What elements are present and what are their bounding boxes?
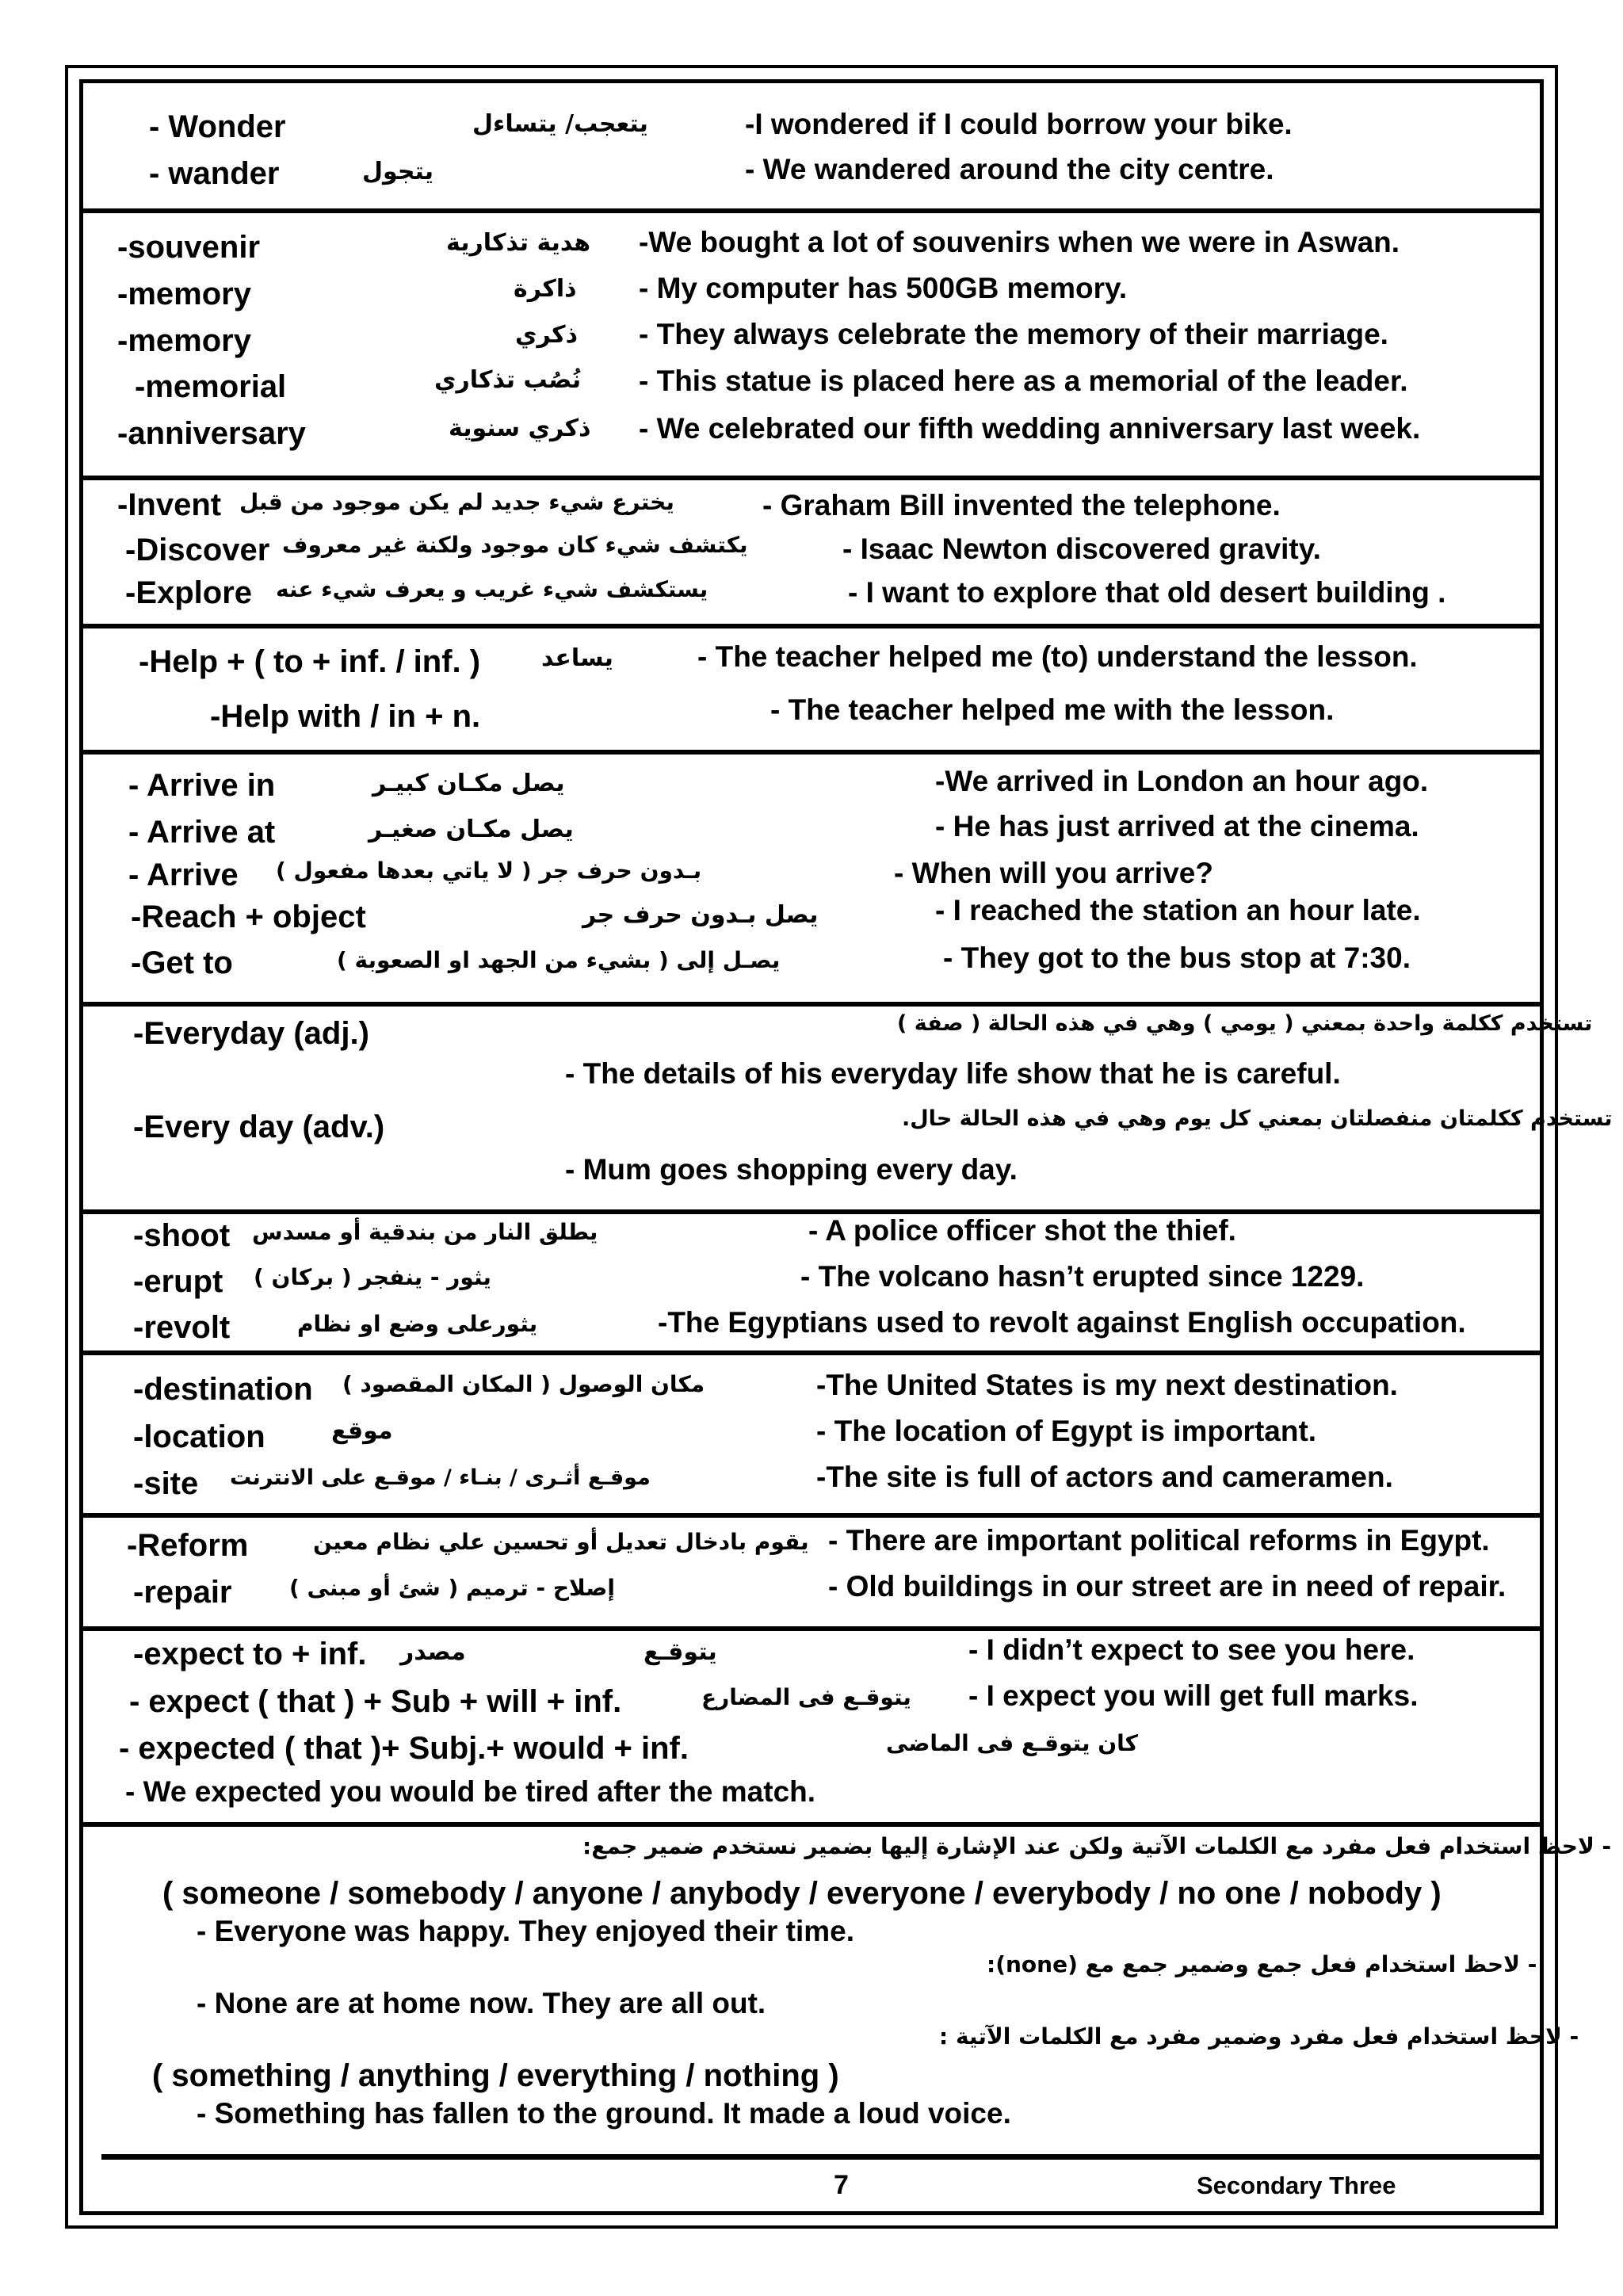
vocab-word: -shoot (133, 1218, 231, 1253)
section-divider (79, 1626, 1544, 1631)
vocab-word: - wander (149, 156, 280, 191)
example-sentence: -The Egyptians used to revolt against English occupation. (658, 1306, 1466, 1339)
example-sentence: - I reached the station an hour late. (935, 894, 1421, 926)
example-sentence: - My computer has 500GB memory. (639, 272, 1128, 304)
arabic-meaning: مكان الوصول ( المكان المقصود ) (342, 1371, 705, 1397)
section-divider (79, 624, 1544, 628)
note-word-list: ( someone / somebody / anyone / anybody / everyone / everybody / no one / nobody ) (162, 1876, 1442, 1911)
example-sentence: -The United States is my next destination. (816, 1369, 1398, 1401)
arabic-meaning: تستخدم ككلمة واحدة بمعني ( يومي ) وهي في هذه الحالة ( صفة ) (897, 1011, 1593, 1036)
vocab-word: - Wonder (149, 109, 286, 144)
vocab-word: -expect to + inf. (133, 1637, 367, 1671)
arabic-meaning: يصل بـدون حرف جر (582, 901, 819, 929)
example-sentence: - I expect you will get full marks. (968, 1679, 1419, 1712)
example-sentence: - The location of Egypt is important. (816, 1415, 1317, 1447)
example-sentence: - Graham Bill invented the telephone. (762, 489, 1281, 521)
page-number: 7 (834, 2170, 849, 2200)
arabic-meaning: يخترع شيء جديد لم يكن موجود من قبل (239, 489, 674, 515)
arabic-meaning: يطلق النار من بندقية أو مسدس (252, 1219, 598, 1245)
section-divider (79, 1002, 1544, 1007)
arabic-meaning: كان يتوقـع فى الماضى (886, 1730, 1138, 1756)
vocab-word: - Arrive in (128, 768, 276, 803)
example-sentence: - This statue is placed here as a memorial of the leader. (639, 365, 1408, 397)
vocab-word: -repair (133, 1575, 232, 1610)
vocab-word: -memorial (135, 369, 287, 404)
arabic-meaning: يتوقـع (643, 1638, 717, 1666)
arabic-meaning: هدية تذكارية (446, 229, 591, 257)
example-sentence: - When will you arrive? (894, 857, 1213, 889)
vocab-word: -Explore (125, 575, 253, 610)
arabic-meaning: نُصُب تذكاري (434, 366, 582, 394)
arabic-meaning: ذكري (515, 321, 578, 349)
footer-title: Secondary Three (1197, 2172, 1396, 2199)
vocab-word: -Reach + object (131, 900, 366, 934)
arabic-meaning: يتعجب/ يتساءل (472, 110, 648, 138)
arabic-meaning: ذكري سنوية (449, 415, 591, 442)
section-divider (79, 208, 1544, 213)
arabic-meaning: يثورعلى وضع او نظام (297, 1311, 538, 1337)
vocab-word: -memory (117, 277, 251, 311)
arabic-meaning: يتجول (362, 158, 433, 185)
example-sentence: -We bought a lot of souvenirs when we were in Aswan. (639, 226, 1400, 258)
arabic-meaning: يكتشف شيء كان موجود ولكنة غير معروف (282, 532, 748, 558)
arabic-meaning: يصـل إلى ( بشيء من الجهد او الصعوبة ) (337, 947, 781, 973)
example-sentence: - The volcano hasn’t erupted since 1229. (800, 1260, 1365, 1293)
arabic-meaning: بـدون حرف جر ( لا ياتي بعدها مفعول ) (276, 858, 702, 884)
vocab-word: -revolt (133, 1310, 231, 1345)
note-word-list: ( something / anything / everything / nothing ) (152, 2058, 839, 2093)
example-sentence: -We arrived in London an hour ago. (935, 765, 1429, 797)
example-sentence: - The teacher helped me (to) understand the lesson. (697, 640, 1418, 673)
footer-rule (101, 2154, 1540, 2160)
example-sentence: - He has just arrived at the cinema. (935, 810, 1419, 842)
vocab-word: -Get to (131, 946, 233, 980)
vocab-word: - expect ( that ) + Sub + will + inf. (129, 1684, 622, 1719)
section-divider (79, 476, 1544, 480)
note-arabic: - لاحظ استخدام فعل مفرد مع الكلمات الآتية ولكن عند الإشارة إليها بضمير نستخدم ضمير جمع: (582, 1833, 1612, 1859)
vocab-word: -erupt (133, 1264, 223, 1299)
vocab-word: -anniversary (117, 416, 306, 451)
example-sentence: - I didn’t expect to see you here. (968, 1633, 1415, 1666)
arabic-meaning: يستكشف شيء غريب و يعرف شيء عنه (276, 576, 708, 602)
section-divider (79, 1822, 1544, 1827)
example-sentence: - We expected you would be tired after the match. (125, 1775, 816, 1808)
example-sentence: - They always celebrate the memory of their marriage. (639, 318, 1388, 350)
example-sentence: -I wondered if I could borrow your bike. (745, 108, 1293, 140)
example-sentence: - There are important political reforms in Egypt. (828, 1524, 1490, 1557)
vocab-word: - Arrive at (128, 815, 276, 850)
section-divider (79, 1350, 1544, 1355)
vocab-word: -Help with / in + n. (210, 699, 481, 734)
note-arabic: - لاحظ استخدام فعل جمع وضمير جمع مع (none): (987, 1951, 1537, 1977)
arabic-meaning: يساعد (541, 644, 613, 672)
note-example: - Everyone was happy. They enjoyed their time. (197, 1915, 855, 1947)
example-sentence: - We wandered around the city centre. (745, 153, 1274, 185)
vocab-word: -Everyday (adj.) (133, 1016, 369, 1051)
arabic-meaning: يثور - ينفجر ( بركان ) (254, 1264, 491, 1290)
section-divider (79, 1513, 1544, 1518)
note-arabic: - لاحظ استخدام فعل مفرد وضمير مفرد مع الكلمات الآتية : (939, 2023, 1579, 2050)
vocab-word: -memory (117, 323, 251, 358)
example-sentence: - Mum goes shopping every day. (565, 1153, 1018, 1186)
note-example: - Something has fallen to the ground. It made a loud voice. (197, 2097, 1011, 2130)
note-example: - None are at home now. They are all out. (197, 1987, 766, 2019)
example-sentence: - The teacher helped me with the lesson. (770, 693, 1335, 726)
arabic-meaning: يقوم بادخال تعديل أو تحسين علي نظام معين (313, 1529, 809, 1555)
vocab-word: -site (133, 1466, 199, 1501)
vocab-word: - Arrive (128, 858, 239, 892)
arabic-meaning: يصل مكـان كبيـر (372, 770, 565, 797)
vocab-word: -Reform (127, 1528, 249, 1563)
arabic-meaning: موقع (331, 1417, 393, 1445)
arabic-meaning: مصدر (400, 1638, 466, 1666)
example-sentence: - Isaac Newton discovered gravity. (842, 533, 1321, 565)
vocab-word: -Help + ( to + inf. / inf. ) (139, 644, 481, 679)
vocab-word: -destination (133, 1372, 313, 1407)
section-divider (79, 750, 1544, 755)
arabic-meaning: ذاكرة (514, 275, 577, 303)
vocab-word: -souvenir (117, 230, 261, 265)
vocab-word: -Discover (125, 533, 270, 567)
arabic-meaning: تستخدم ككلمتان منفصلتان بمعني كل يوم وهي في هذه الحالة حال. (902, 1106, 1613, 1131)
example-sentence: - They got to the bus stop at 7:30. (943, 942, 1411, 974)
vocab-word: -location (133, 1419, 265, 1454)
example-sentence: - We celebrated our fifth wedding anniversary last week. (639, 412, 1421, 445)
example-sentence: - Old buildings in our street are in need of repair. (828, 1570, 1507, 1603)
example-sentence: - I want to explore that old desert building . (848, 576, 1446, 609)
arabic-meaning: يصل مكـان صغيـر (369, 816, 574, 843)
arabic-meaning: يتوقـع فى المضارع (701, 1684, 911, 1710)
example-sentence: -The site is full of actors and cameramen. (816, 1461, 1393, 1493)
vocab-word: - expected ( that )+ Subj.+ would + inf. (119, 1731, 689, 1766)
example-sentence: - The details of his everyday life show that he is careful. (565, 1057, 1341, 1090)
vocab-word: -Every day (adv.) (133, 1110, 385, 1144)
example-sentence: - A police officer shot the thief. (808, 1214, 1236, 1247)
vocab-word: -Invent (117, 487, 222, 522)
arabic-meaning: إصلاح - ترميم ( شئ أو مبنى ) (289, 1575, 615, 1601)
arabic-meaning: موقـع أثـرى / بنـاء / موقـع على الانترنت (230, 1465, 651, 1490)
